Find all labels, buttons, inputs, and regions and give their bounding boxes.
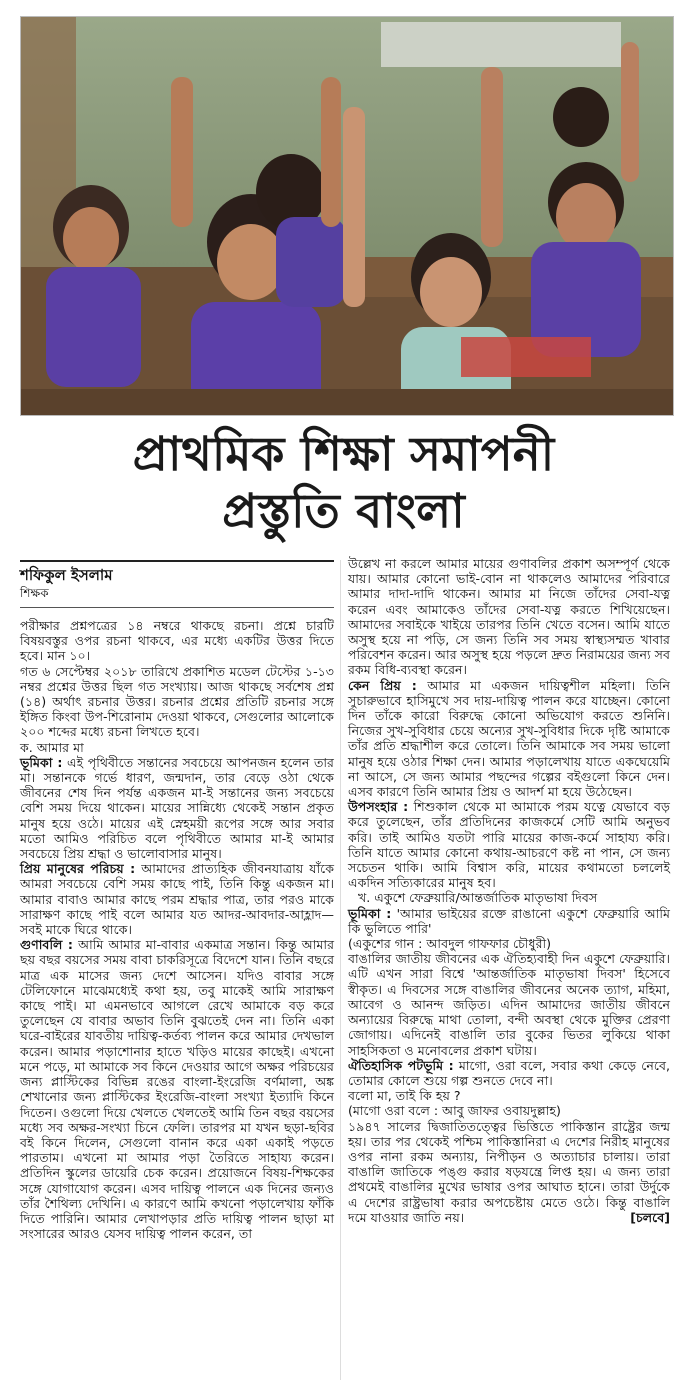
continued-marker: [চলবে]: [630, 1209, 670, 1225]
author-name: শফিকুল ইসলাম: [20, 566, 113, 584]
continued-paragraph: উল্লেখ না করলে আমার মায়ের গুণাবলির প্রকাশ অসম্পূর্ণ থেকে যায়। আমার কোনো ভাই-বোন না থাকলেও আমাদের পরিবারে আমার দাদা-দাদি থাকেন। আমার মা নিজে তাঁদের সেবা-যত্ন করেন এবং আমাকেও তাঁদের সেবা-যত্ন করতে শিখিয়েছেন। আমাদের সবাইকে খাইয়ে তারপর তিনি খেতে বসেন। আমি যাতে অসুস্থ হয়ে না পড়ি, সে জন্য তিনি সব সময় স্বাস্থ্যসম্মত খাবার পরিবেশন করেন। আর অসুস্থ হয়ে পড়লে দ্রুত নিরাময়ের জন্য সব রকম বিধি-ব্যবস্থা করেন।: [348, 556, 670, 678]
section-uposonghar: [348, 799, 670, 890]
section-label: উপসংহার :: [348, 799, 409, 815]
section-itihas: [348, 1058, 670, 1088]
intro-paragraph-1: পরীক্ষার প্রশ্নপত্রের ১৪ নম্বরে থাকছে রচনা। প্রশ্নে চারটি বিষয়বস্তুর ওপর রচনা থাকবে, এর মধ্যে একটির উত্তর দিতে হবে। মান ১০।: [20, 618, 334, 664]
section-keno-priyo: [348, 678, 670, 800]
byline-rule-bottom: [20, 607, 334, 608]
section-priyo: [20, 861, 334, 937]
right-column: [348, 556, 670, 1225]
section-label: গুণাবলি :: [20, 937, 73, 953]
section-label: কেন প্রিয় :: [348, 677, 417, 693]
history-paragraph: [348, 1119, 670, 1225]
headline: [0, 426, 687, 541]
section-label: ঐতিহাসিক পটভূমি :: [348, 1057, 454, 1073]
author-role: শিক্ষক: [20, 586, 49, 600]
column-divider: [340, 560, 341, 1380]
section-text: ১৯৪৭ সালের দ্বিজাতিতত্ত্বের ভিত্তিতে পাকিস্তান রাষ্ট্রের জন্ম হয়। তার পর থেকেই পশ্চিম পাকিস্তানিরা এ দেশের নিরীহ মানুষের ওপর নানা রকম অন্যায়, নিপীড়ন ও অত্যাচার চালায়। তারা বাঙালি জাতিকে পঙ্গু করার ষড়যন্ত্রে লিপ্ত হয়। এ জন্য তারা প্রথমেই বাঙালির মুখের ভাষার ওপর আঘাত হানে। তারা উর্দুকে এ দেশের রাষ্ট্রভাষা করার অপচেষ্টায় মেতে ওঠে। কিন্তু বাঙালি দমে যাওয়ার জাতি নয়।: [348, 1118, 670, 1225]
poem-line: বলো মা, তাই কি হয় ?: [348, 1088, 461, 1104]
headline-line-2: প্রস্তুতি বাংলা: [222, 484, 465, 540]
section-bhumika: [20, 755, 334, 861]
section-bhumika-2: [348, 906, 670, 936]
song-credit: (একুশের গান : আবদুল গাফফার চৌধুরী): [348, 936, 552, 952]
section-label: ভূমিকা :: [348, 905, 392, 921]
section-text: আমি আমার মা-বাবার একমাত্র সন্তান। কিন্তু আমার ছয় বছর বয়সের সময় বাবা চাকরিসূত্রে বিদেশে যান। তিনি বছরে মাত্র এক মাসের জন্য দেশে আসেন। যদিও বাবার সঙ্গে টেলিফোনে মাঝেমধ্যেই কথা হয়, তবু মাকেই আমি সারাক্ষণ কাছে পাই। মা এমনভাবে আগলে রেখে আমাকে বড় করে তুলেছেন যে বাবার অভাব তিনি বুঝতেই দেন না। তিনি একা ঘরে-বাইরের যাবতীয় দায়িত্ব-কর্তব্য পালন করে আমার দেখভাল করেন। আমার পড়াশোনার হাতে খড়িও মায়ের কাছেই। এখনো মনে পড়ে, মা আমাকে সব কিনে দেওয়ার আগে অক্ষর পরিচয়ের জন্য প্লাস্টিকের বিভিন্ন রঙের বাংলা-ইংরেজি বর্ণমালা, অঙ্ক শেখানোর জন্য প্লাস্টিকের ইংরেজি-বাংলা সংখ্যা ইত্যাদি কিনে দিতেন। ওগুলো দিয়ে খেলতে খেলতেই আমি তিন বছর বয়সের মধ্যে সব অক্ষর-সংখ্যা চিনে ফেলি। তারপর মা যখন ছড়া-ছবির বই কিনে দিলেন, সেগুলো বানান করে একা একাই পড়তে পারতাম। এখনো মা আমার পড়া তৈরিতে সাহায্য করেন। প্রতিদিন স্কুলের ডায়েরি চেক করেন। প্রয়োজনে বিষয়-শিক্ষকের সঙ্গে যোগাযোগ করেন। এসব দায়িত্ব পালনে এক দিনের জন্যও তাঁর শৈথিল্য দেখিনি। এ কারণে আমি কখনো পড়ালেখায় ফাঁকি দিতে পারিনি। আমার লেখাপড়ার প্রতি দায়িত্ব পালন ছাড়া মা সংসারের আরও যেসব দায়িত্ব পালন করেন, তা: [20, 937, 335, 1242]
section-text: এই পৃথিবীতে সন্তানের সবচেয়ে আপনজন হলেন তার মা। সন্তানকে গর্ভে ধারণ, জন্মদান, তার বেড়ে ওঠা থেকে জীবনের শেষ দিন পর্যন্ত একজন মা-ই সন্তানের জন্য সবচেয়ে বেশি সময় দিয়ে থাকেন। মায়ের সান্নিধ্যে থেকেই সন্তান প্রকৃত মানুষ হয়ে ওঠে। মায়ের এই স্নেহময়ী রূপের সঙ্গে আর সবার মতো আমিও পরিচিত বলে পৃথিবীতে আমার মা-ই আমার সবচেয়ে প্রিয় শ্রদ্ধা ও ভালোবাসার মানুষ।: [20, 754, 334, 862]
section-text: শিশুকাল থেকে মা আমাকে পরম যত্নে যেভাবে বড় করে তুলেছেন, তাঁর প্রতিদিনের কাজকর্মে সেটি আমি অনুভব করি। তাই আমিও যতটা পারি মায়ের কাজ-কর্মে সাহায্য করি। তিনি যাতে আমার কোনো কথায়-আচরণে কষ্ট না পান, সে জন্য সচেতন থাকি। আমি বিশ্বাস করি, মায়ের কথামতো চললেই একদিন সত্যিকারের মানুষ হব।: [348, 799, 671, 891]
section-text: 'আমার ভাইয়ের রক্তে রাঙানো একুশে ফেব্রুয়ারি আমি কি ভুলিতে পারি': [348, 905, 670, 936]
ekushe-paragraph: বাঙালির জাতীয় জীবনের এক ঐতিহ্যবাহী দিন একুশে ফেব্রুয়ারি। এটি এখন সারা বিশ্বে 'আন্তর্জাতিক মাতৃভাষা দিবস' হিসেবে স্বীকৃত। এ দিবসের সঙ্গে বাঙালির জীবনের অনেক ত্যাগ, মহিমা, আবেগ ও আনন্দ জড়িত। এদিন আমাদের জাতীয় জীবনে অন্যায়ের বিরুদ্ধে মাথা তোলা, বন্দী অবস্থা থেকে মুক্তির প্রেরণা জোগায়। এদিনেই বাঙালি তার বুকের ভিতর লুকিয়ে থাকা সাহসিকতা ও মনোবলের প্রকাশ ঘটায়।: [348, 951, 670, 1058]
essay-title-ka: ক. আমার মা: [20, 739, 84, 755]
poem-credit: (মাগো ওরা বলে : আবু জাফর ওবায়দুল্লাহ): [348, 1103, 561, 1119]
left-column: [20, 560, 334, 1241]
headline-line-1: প্রাথমিক শিক্ষা সমাপনী: [132, 427, 555, 482]
section-label: ভূমিকা :: [20, 754, 63, 770]
section-gunaboli: [20, 937, 334, 1241]
intro-paragraph-2: গত ৬ সেপ্টেম্বর ২০১৮ তারিখে প্রকাশিত মডেল টেস্টের ১-১৩ নম্বর প্রশ্নের উত্তর ছিল গত সংখ্যায়। আজ থাকছে সর্বশেষ প্রশ্ন (১৪) অর্থাৎ রচনার উত্তর। রচনার প্রশ্নের প্রতিটি রচনার সঙ্গে ইঙ্গিত কিংবা উপ-শিরোনাম দেওয়া থাকবে, সেগুলোর আলোকে ২০০ শব্দের মধ্যে রচনা লিখতে হবে।: [20, 663, 334, 740]
byline-rule: [20, 560, 334, 562]
section-text: আমার মা একজন দায়িত্বশীল মহিলা। তিনি সুচারুভাবে হাসিমুখে সব দায়-দায়িত্ব পালন করে যাচ্ছেন। কোনো দিন তাঁকে কারো বিরুদ্ধে কোনো অভিযোগ করতে শুনিনি। নিজের সুখ-সুবিধার চেয়ে অন্যের সুখ-সুবিধার দিকে দৃষ্টি আমাকে তাঁর প্রতি শ্রদ্ধাশীল করে তোলে। তিনি আমাকে সব সময় ভালো মানুষ হয়ে ওঠার শিক্ষা দেন। আমার পড়ালেখায় যাতে একঘেয়েমি না আসে, সে জন্য আমার পছন্দের গল্পের বইগুলো কিনে দেন। এসব কারণে তিনি আমার প্রিয় ও আদর্শ মা হয়ে উঠেছেন।: [348, 677, 670, 800]
classroom-photo: [20, 16, 674, 416]
section-text: আমাদের প্রাত্যহিক জীবনযাত্রায় যাঁকে আমরা সবচেয়ে বেশি সময় কাছে পাই, তিনি কিন্তু একজন মা। আমার বাবাও আমার কাছে পরম শ্রদ্ধার পাত্র, তার পরও মাকে সারাক্ষণ কাছে পাই বলে আমার যত আদর-আবদার-আহ্লাদ—সবই মাকে ঘিরে থাকে।: [20, 861, 335, 938]
essay-title-kha: খ. একুশে ফেব্রুয়ারি/আন্তর্জাতিক মাতৃভাষা দিবস: [358, 890, 598, 906]
section-label: প্রিয় মানুষের পরিচয় :: [20, 861, 136, 877]
section-text: মাগো, ওরা বলে, সবার কথা কেড়ে নেবে, তোমার কোলে শুয়ে গল্প শুনতে দেবে না।: [348, 1057, 670, 1088]
